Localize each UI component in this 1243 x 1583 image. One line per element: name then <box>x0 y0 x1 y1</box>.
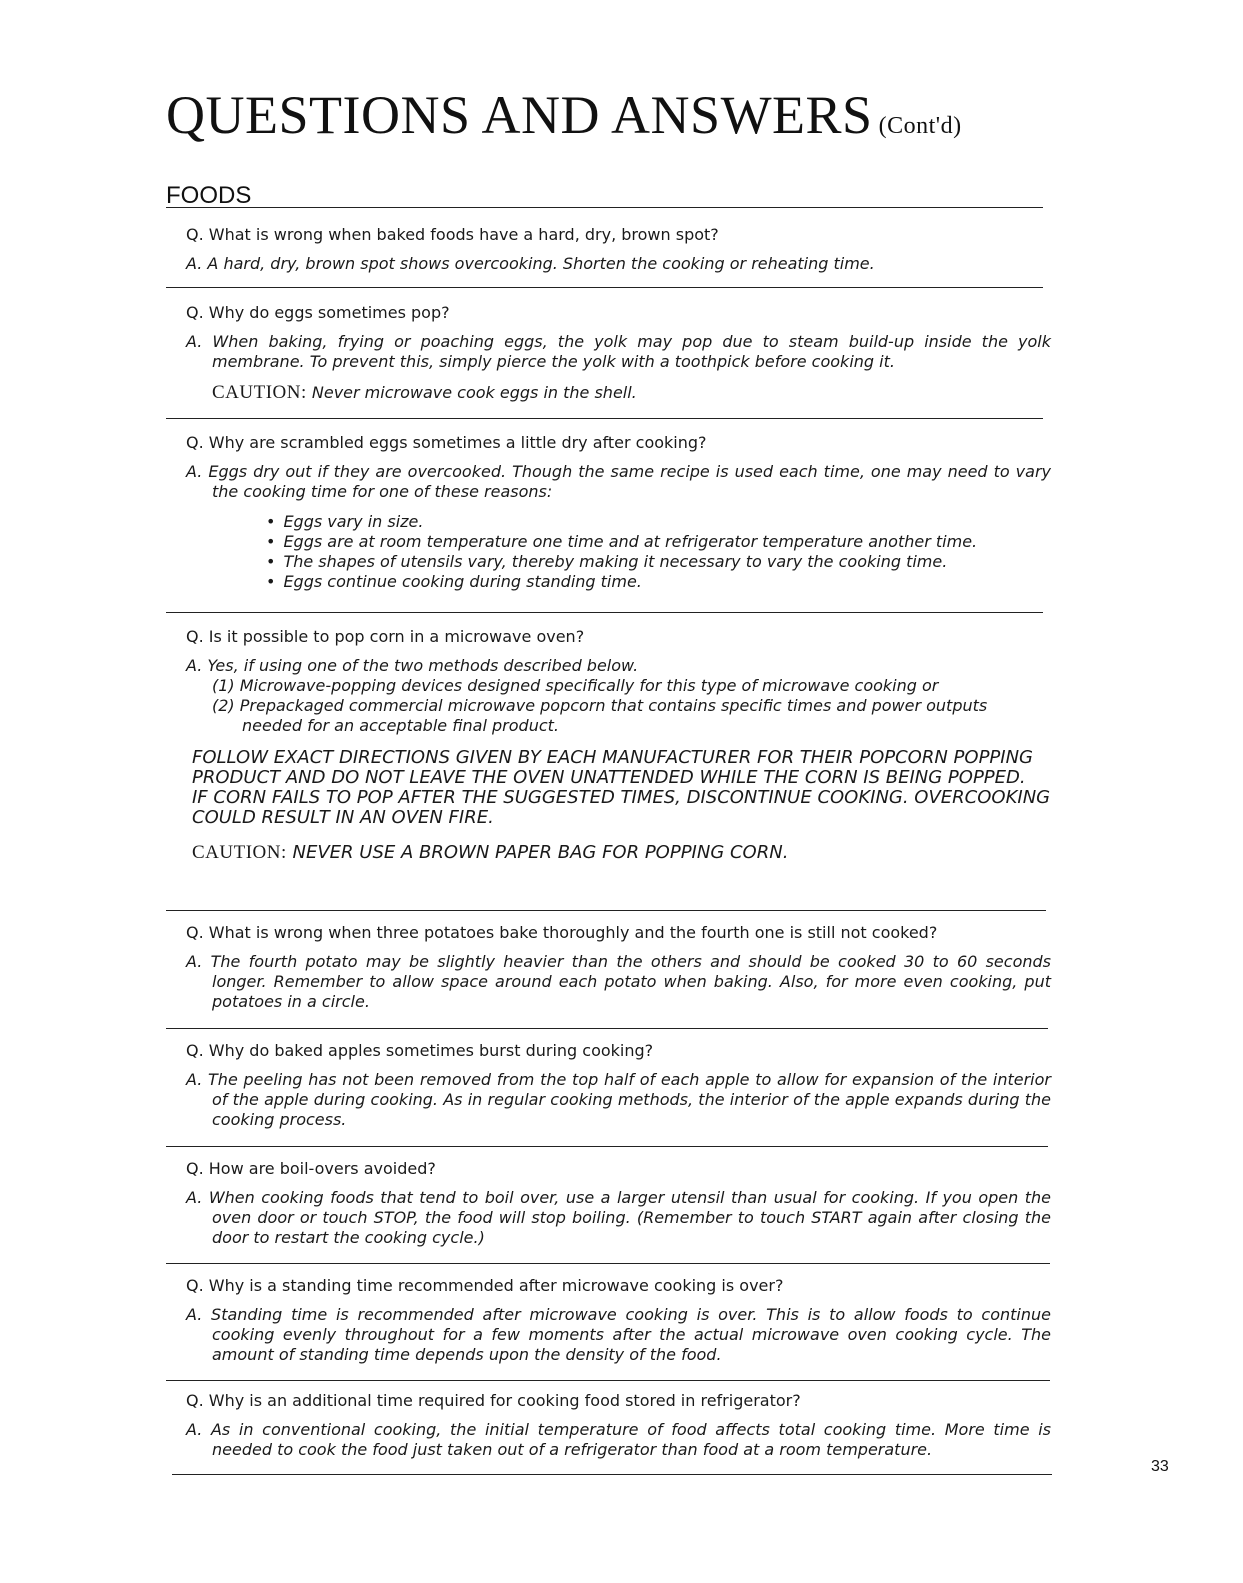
list-item-text: The shapes of utensils vary, thereby making it necessary to vary the cooking time. <box>283 552 948 571</box>
answer: A. As in conventional cooking, the initial temperature of food affects total cooking time. More time is needed to cook the food just taken out of a refrigerator than food at a room temperature. <box>186 1420 1051 1459</box>
warning-paragraph: FOLLOW EXACT DIRECTIONS GIVEN BY EACH MANUFACTURER FOR THEIR POPCORN POPPING PRODUCT AND DO NOT LEAVE THE OVEN UNATTENDED WHILE THE CORN IS BEING POPPED. <box>192 747 1033 788</box>
question: Q. Why is a standing time recommended after microwave cooking is over? <box>186 1276 784 1295</box>
qa-item-refrigerator <box>186 1390 1051 1460</box>
divider-rule <box>166 1380 1050 1381</box>
question: Q. Is it possible to pop corn in a microwave oven? <box>186 627 585 646</box>
question: Q. Why do eggs sometimes pop? <box>186 303 450 322</box>
divider-rule <box>166 1263 1050 1264</box>
qa-item-standing-time <box>186 1275 1051 1365</box>
divider-rule <box>172 1474 1052 1475</box>
question: Q. Why do baked apples sometimes burst during cooking? <box>186 1041 654 1060</box>
page-title-suffix: (Cont'd) <box>878 113 962 139</box>
qa-item-potatoes <box>186 922 1051 1012</box>
qa-item-eggs-pop <box>186 302 1051 404</box>
caution-text: NEVER USE A BROWN PAPER BAG FOR POPPING CORN. <box>292 842 789 863</box>
list-item-text: Eggs vary in size. <box>283 512 424 531</box>
caution-text: Never microwave cook eggs in the shell. <box>311 383 637 402</box>
divider-rule <box>166 287 1043 288</box>
section-heading: FOODS <box>166 182 252 209</box>
answer: A. When baking, frying or poaching eggs, the yolk may pop due to steam build-up inside the yolk membrane. To prevent this, simply pierce the yolk with a toothpick before cooking it. <box>186 332 1051 371</box>
caution-note <box>192 842 1051 864</box>
answer: A. The peeling has not been removed from the top half of each apple to allow for expansion of the interior of the apple during cooking. As in regular cooking methods, the interior of the apple expands during the cooking process. <box>186 1070 1051 1129</box>
section-rule <box>166 207 1043 208</box>
qa-item-hard-spot <box>186 224 1051 274</box>
caution-label: CAUTION: <box>212 382 307 403</box>
method-item: (1) Microwave-popping devices designed specifically for this type of microwave cooking or <box>212 676 939 695</box>
page-title-text: QUESTIONS AND ANSWERS <box>166 85 873 145</box>
divider-rule <box>166 1146 1048 1147</box>
list-item <box>266 572 1051 592</box>
question: Q. Why is an additional time required for cooking food stored in refrigerator? <box>186 1391 801 1410</box>
list-item <box>266 552 1051 572</box>
list-item <box>266 512 1051 532</box>
answer: A. Eggs dry out if they are overcooked. Though the same recipe is used each time, one may need to vary the cooking time for one of these reasons: <box>186 462 1051 501</box>
divider-rule <box>166 418 1043 419</box>
question: Q. How are boil-overs avoided? <box>186 1159 436 1178</box>
list-item <box>266 532 1051 552</box>
qa-item-baked-apples <box>186 1040 1051 1130</box>
divider-rule <box>166 910 1046 911</box>
answer: A. When cooking foods that tend to boil over, use a larger utensil than usual for cooking. If you open the oven door or touch STOP, the food will stop boiling. (Remember to touch START again after closing the door to restart the cooking cycle.) <box>186 1188 1051 1247</box>
answer: A. Yes, if using one of the two methods described below. <box>186 656 639 675</box>
qa-item-scrambled-eggs <box>186 432 1051 592</box>
page-title <box>166 85 962 145</box>
list-item-text: Eggs are at room temperature one time and at refrigerator temperature another time. <box>283 532 978 551</box>
caution-label: CAUTION: <box>192 842 287 863</box>
popcorn-warning <box>192 748 1051 828</box>
divider-rule <box>166 1028 1048 1029</box>
page-number: 33 <box>1151 1458 1169 1475</box>
divider-rule <box>166 612 1043 613</box>
warning-paragraph: IF CORN FAILS TO POP AFTER THE SUGGESTED TIMES, DISCONTINUE COOKING. OVERCOOKING COULD RESULT IN AN OVEN FIRE. <box>192 787 1051 828</box>
qa-item-boil-overs <box>186 1158 1051 1248</box>
reasons-list <box>266 512 1051 592</box>
method-item: (2) Prepackaged commercial microwave popcorn that contains specific times and power outputs needed for an acceptable final product. <box>212 696 988 735</box>
question: Q. Why are scrambled eggs sometimes a little dry after cooking? <box>186 433 707 452</box>
answer: A. The fourth potato may be slightly heavier than the others and should be cooked 30 to 60 seconds longer. Remember to allow space around each potato when baking. Also, for more even cooking, put potatoes in a circle. <box>186 952 1051 1011</box>
answer: A. A hard, dry, brown spot shows overcooking. Shorten the cooking or reheating time. <box>186 254 875 273</box>
qa-item-popcorn <box>186 626 1051 864</box>
list-item-text: Eggs continue cooking during standing time. <box>283 572 642 591</box>
answer: A. Standing time is recommended after microwave cooking is over. This is to allow foods to continue cooking evenly throughout for a few moments after the actual microwave oven cooking cycle. The amount of standing time depends upon the density of the food. <box>186 1305 1051 1364</box>
question: Q. What is wrong when three potatoes bake thoroughly and the fourth one is still not cooked? <box>186 923 938 942</box>
question: Q. What is wrong when baked foods have a hard, dry, brown spot? <box>186 225 719 244</box>
caution-note <box>212 382 1051 404</box>
